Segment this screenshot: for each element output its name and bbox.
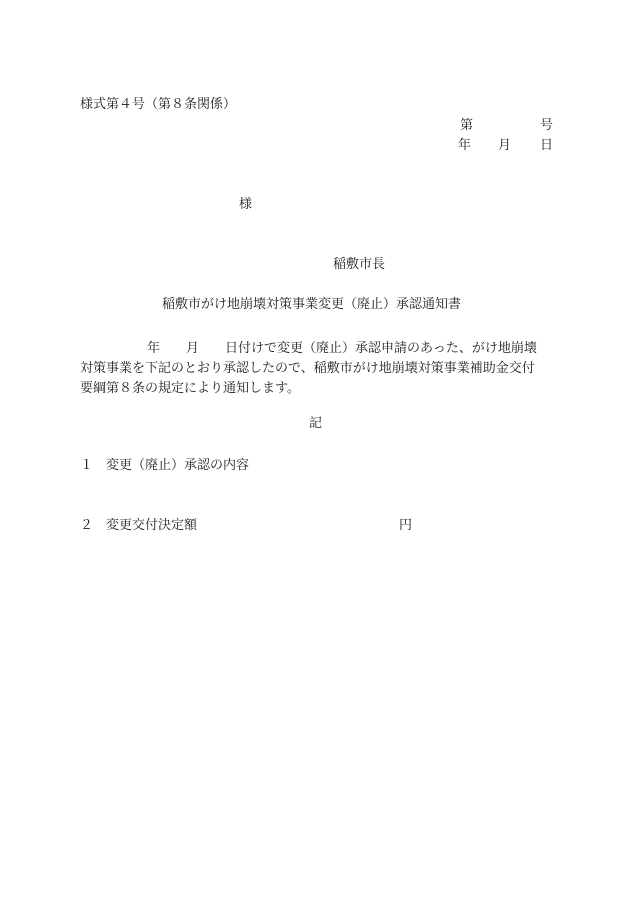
item-1-number: １ (80, 458, 94, 473)
document-number-prefix: 第 (460, 118, 474, 133)
body-paragraph (80, 339, 552, 399)
body-line-1-rest: 日付けで変更（廃止）承認申請のあった、がけ地崩壊 (225, 341, 537, 356)
document-title: 稲敷市がけ地崩壊対策事業変更（廃止）承認通知書 (162, 297, 462, 312)
sender: 稲敷市長 (333, 257, 386, 272)
date-year: 年 (458, 138, 472, 153)
item-2-unit: 円 (399, 518, 413, 533)
body-line-3: 要綱第８条の規定により通知します。 (80, 381, 300, 396)
body-line-2: 対策事業を下記のとおり承認したので、稲敷市がけ地崩壊対策事業補助金交付 (80, 361, 535, 376)
body-line-1 (80, 339, 552, 359)
note-heading: 記 (309, 416, 323, 431)
form-label: 様式第４号（第８条関係） (80, 97, 237, 112)
body-year: 年 (147, 341, 161, 356)
body-month: 月 (186, 341, 200, 356)
date-day: 日 (540, 138, 554, 153)
date-month: 月 (498, 138, 512, 153)
addressee-suffix: 様 (239, 197, 253, 212)
item-2-number: ２ (80, 518, 94, 533)
item-1-label: 変更（廃止）承認の内容 (106, 458, 250, 473)
document-number-suffix: 号 (540, 118, 554, 133)
item-2-label: 変更交付決定額 (106, 518, 198, 533)
